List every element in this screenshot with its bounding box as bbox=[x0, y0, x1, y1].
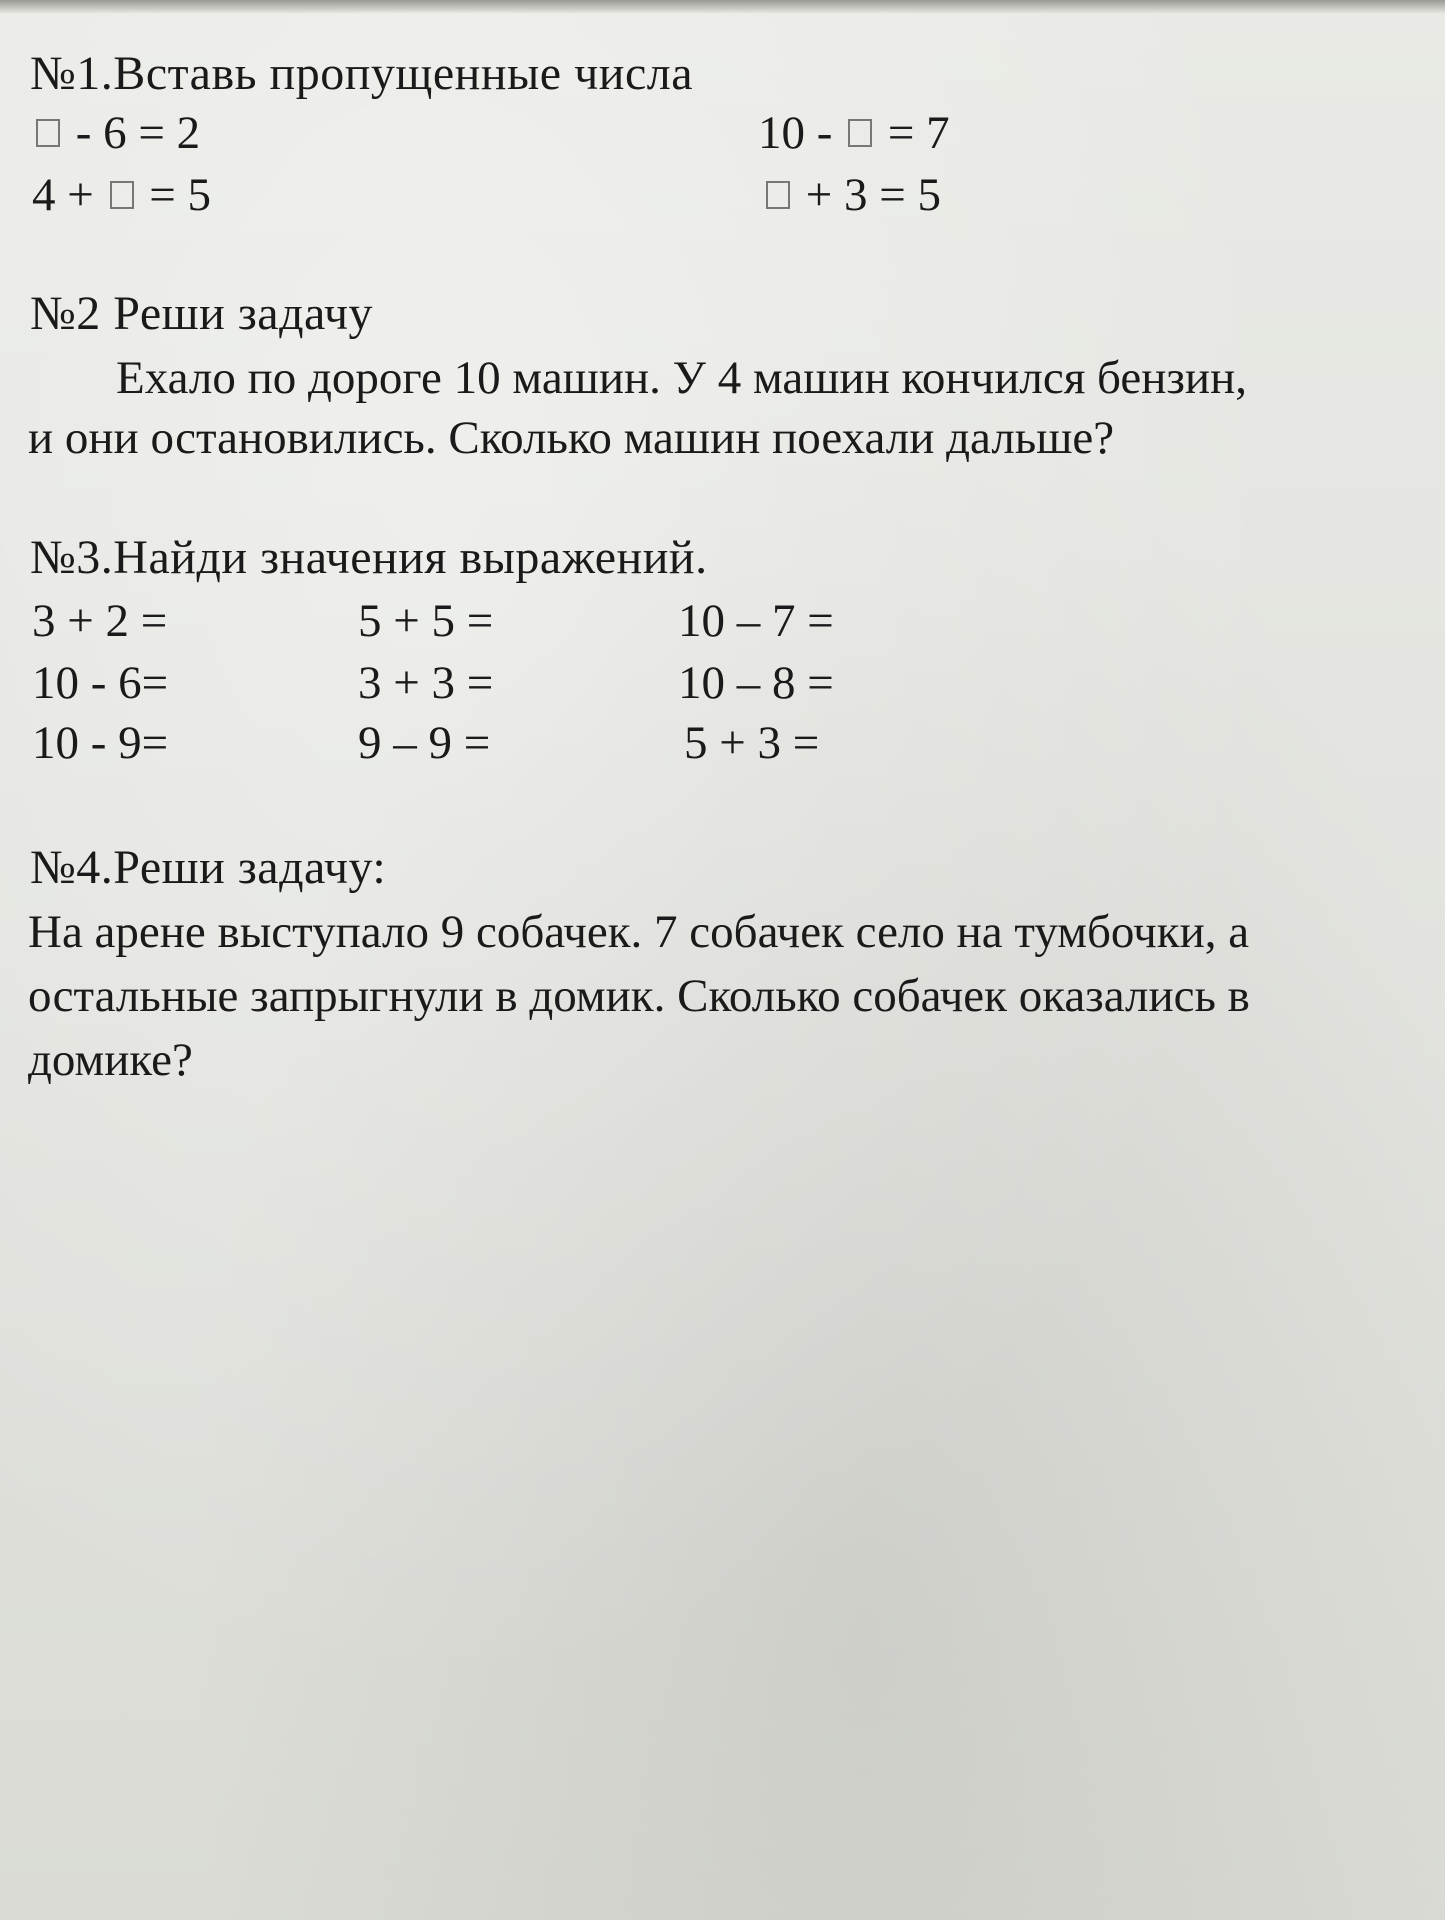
task1-equation-1 bbox=[32, 106, 200, 160]
task3-expression: 10 – 7 = bbox=[678, 595, 834, 647]
answer-box[interactable] bbox=[766, 181, 790, 209]
task1-equation-4 bbox=[762, 168, 941, 222]
answer-box[interactable] bbox=[36, 119, 60, 147]
equation-text: 4 + bbox=[32, 169, 94, 221]
task3-expression: 9 – 9 = bbox=[358, 717, 491, 769]
equation-text: + 3 = 5 bbox=[805, 169, 942, 221]
task2-heading: №2 Реши задачу bbox=[30, 287, 374, 340]
task4-line-1: На арене выступало 9 собачек. 7 собачек село на тумбочки, а bbox=[28, 906, 1250, 958]
task4-heading: №4.Реши задачу: bbox=[30, 841, 387, 894]
equation-text: 10 - bbox=[758, 107, 833, 159]
task3-expression: 5 + 3 = bbox=[684, 717, 820, 769]
task1-heading: №1.Вставь пропущенные числа bbox=[30, 47, 693, 100]
task3-expression: 5 + 5 = bbox=[358, 595, 494, 647]
task4-line-2: остальные запрыгнули в домик. Сколько собачек оказались в bbox=[28, 970, 1250, 1022]
answer-box[interactable] bbox=[848, 119, 872, 147]
task2-line-2: и они остановились. Сколько машин поехали дальше? bbox=[28, 412, 1115, 464]
page-top-edge bbox=[0, 0, 1445, 14]
equation-text: = 5 bbox=[149, 169, 212, 221]
task3-expression: 10 – 8 = bbox=[678, 657, 834, 709]
task3-heading: №3.Найди значения выражений. bbox=[30, 531, 708, 584]
task3-expression: 10 - 9= bbox=[32, 717, 169, 769]
task1-equation-3 bbox=[32, 168, 211, 222]
task1-equation-2 bbox=[758, 106, 950, 160]
task2-line-1: Ехало по дороге 10 машин. У 4 машин кончился бензин, bbox=[116, 352, 1247, 404]
equation-text: = 7 bbox=[887, 107, 950, 159]
answer-box[interactable] bbox=[110, 181, 134, 209]
task4-line-3: домике? bbox=[28, 1034, 193, 1086]
task3-expression: 10 - 6= bbox=[32, 657, 169, 709]
task3-expression: 3 + 3 = bbox=[358, 657, 494, 709]
equation-text: - 6 = 2 bbox=[75, 107, 201, 159]
task3-expression: 3 + 2 = bbox=[32, 595, 168, 647]
